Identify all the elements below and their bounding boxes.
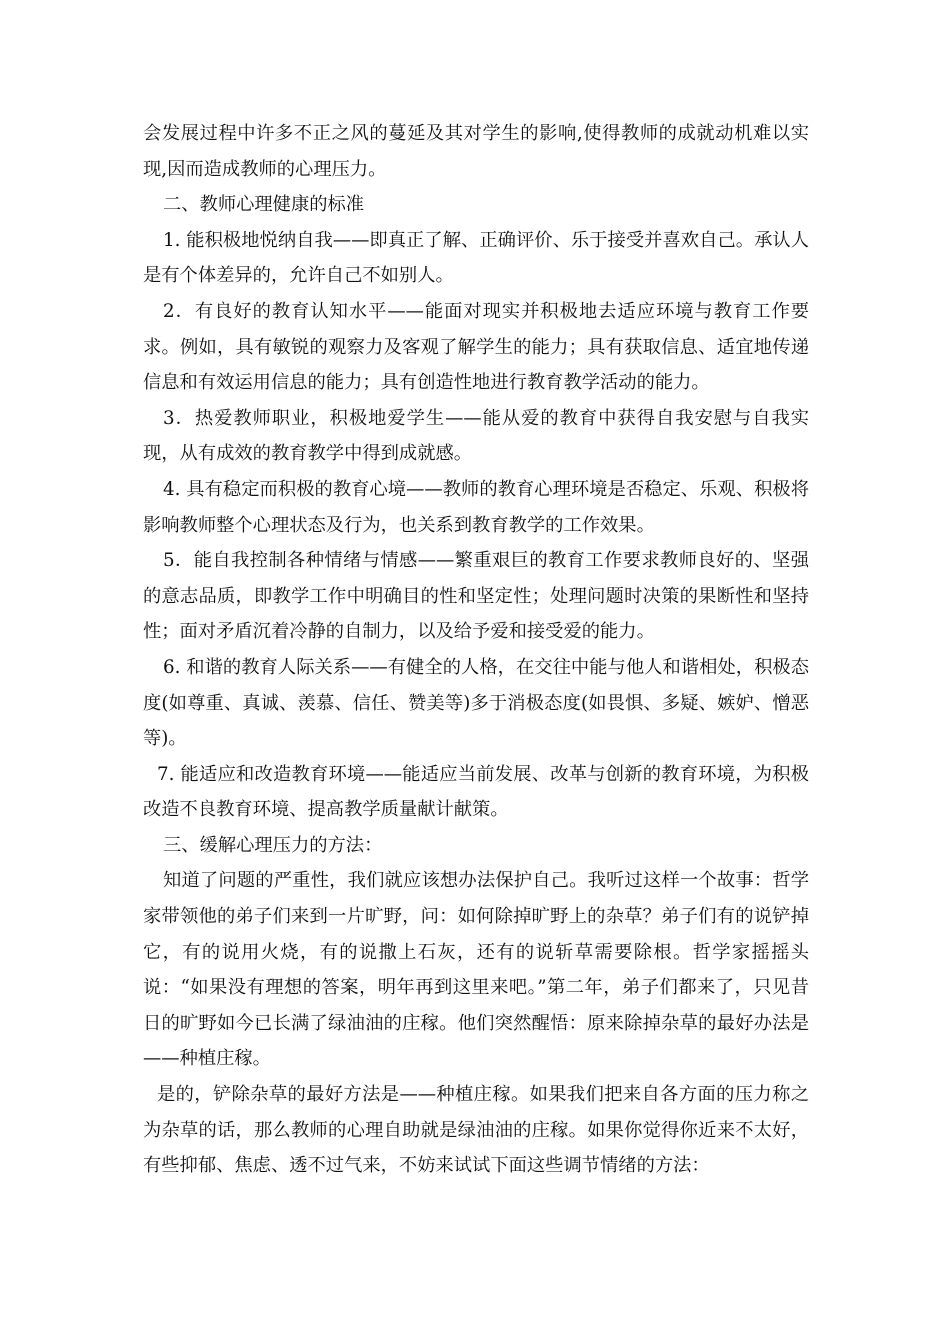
paragraph-continuation: 会发展过程中许多不正之风的蔓延及其对学生的影响,使得教师的成就动机难以实现,因而造成教师的心理压力。 [143,123,809,180]
standard-item-5: 5．能自我控制各种情绪与情感——繁重艰巨的教育工作要求教师良好的、坚强的意志品质，即教学工作中明确目的性和坚定性；处理问题时决策的果断性和坚持性；面对矛盾沉着冷静的自制力，以及给予爱和接受爱的能力。 [143,550,809,643]
story-paragraph: 知道了问题的严重性，我们就应该想办法保护自己。我听过这样一个故事：哲学家带领他的弟子们来到一片旷野，问：如何除掉旷野上的杂草？弟子们有的说铲掉它，有的说用火烧，有的说撒上石灰，还有的说斩草需要除根。哲学家摇摇头说：“如果没有理想的答案，明年再到这里来吧。”第二年，弟子们都来了，只见昔日的旷野如今已长满了绿油油的庄稼。他们突然醒悟：原来除掉杂草的最好办法是——种植庄稼。 [143,870,809,1070]
conclusion-paragraph: 是的，铲除杂草的最好方法是——种植庄稼。如果我们把来自各方面的压力称之为杂草的话，那么教师的心理自助就是绿油油的庄稼。如果你觉得你近来不太好，有些抑郁、焦虑、透不过气来，不妨来试试下面这些调节情绪的方法： [143,1084,809,1177]
standard-item-3: 3．热爱教师职业，积极地爱学生——能从爱的教育中获得自我安慰与自我实现，从有成效的教育教学中得到成就感。 [143,407,809,465]
section-heading-3: 三、缓解心理压力的方法： [163,834,383,856]
section-heading-2: 二、教师心理健康的标准 [163,194,365,216]
standard-item-2: 2．有良好的教育认知水平——能面对现实并积极地去适应环境与教育工作要求。例如，具有敏锐的观察力及客观了解学生的能力；具有获取信息、适宜地传递信息和有效运用信息的能力；具有创造性地进行教育教学活动的能力。 [143,300,809,394]
standard-item-4: 4. 具有稳定而积极的教育心境——教师的教育心理环境是否稳定、乐观、积极将影响教师整个心理状态及行为，也关系到教育教学的工作效果。 [143,478,809,536]
standard-item-6: 6. 和谐的教育人际关系——有健全的人格，在交往中能与他人和谐相处，积极态度(如尊重、真诚、羡慕、信任、赞美等)多于消极态度(如畏惧、多疑、嫉妒、憎恶等)。 [143,656,809,750]
document-page [143,116,809,1184]
standard-item-7: 7. 能适应和改造教育环境——能适应当前发展、改革与创新的教育环境，为积极改造不良教育环境、提高教学质量献计献策。 [143,763,809,821]
standard-item-1: 1. 能积极地悦纳自我——即真正了解、正确评价、乐于接受并喜欢自己。承认人是有个体差异的，允许自己不如别人。 [143,229,809,287]
